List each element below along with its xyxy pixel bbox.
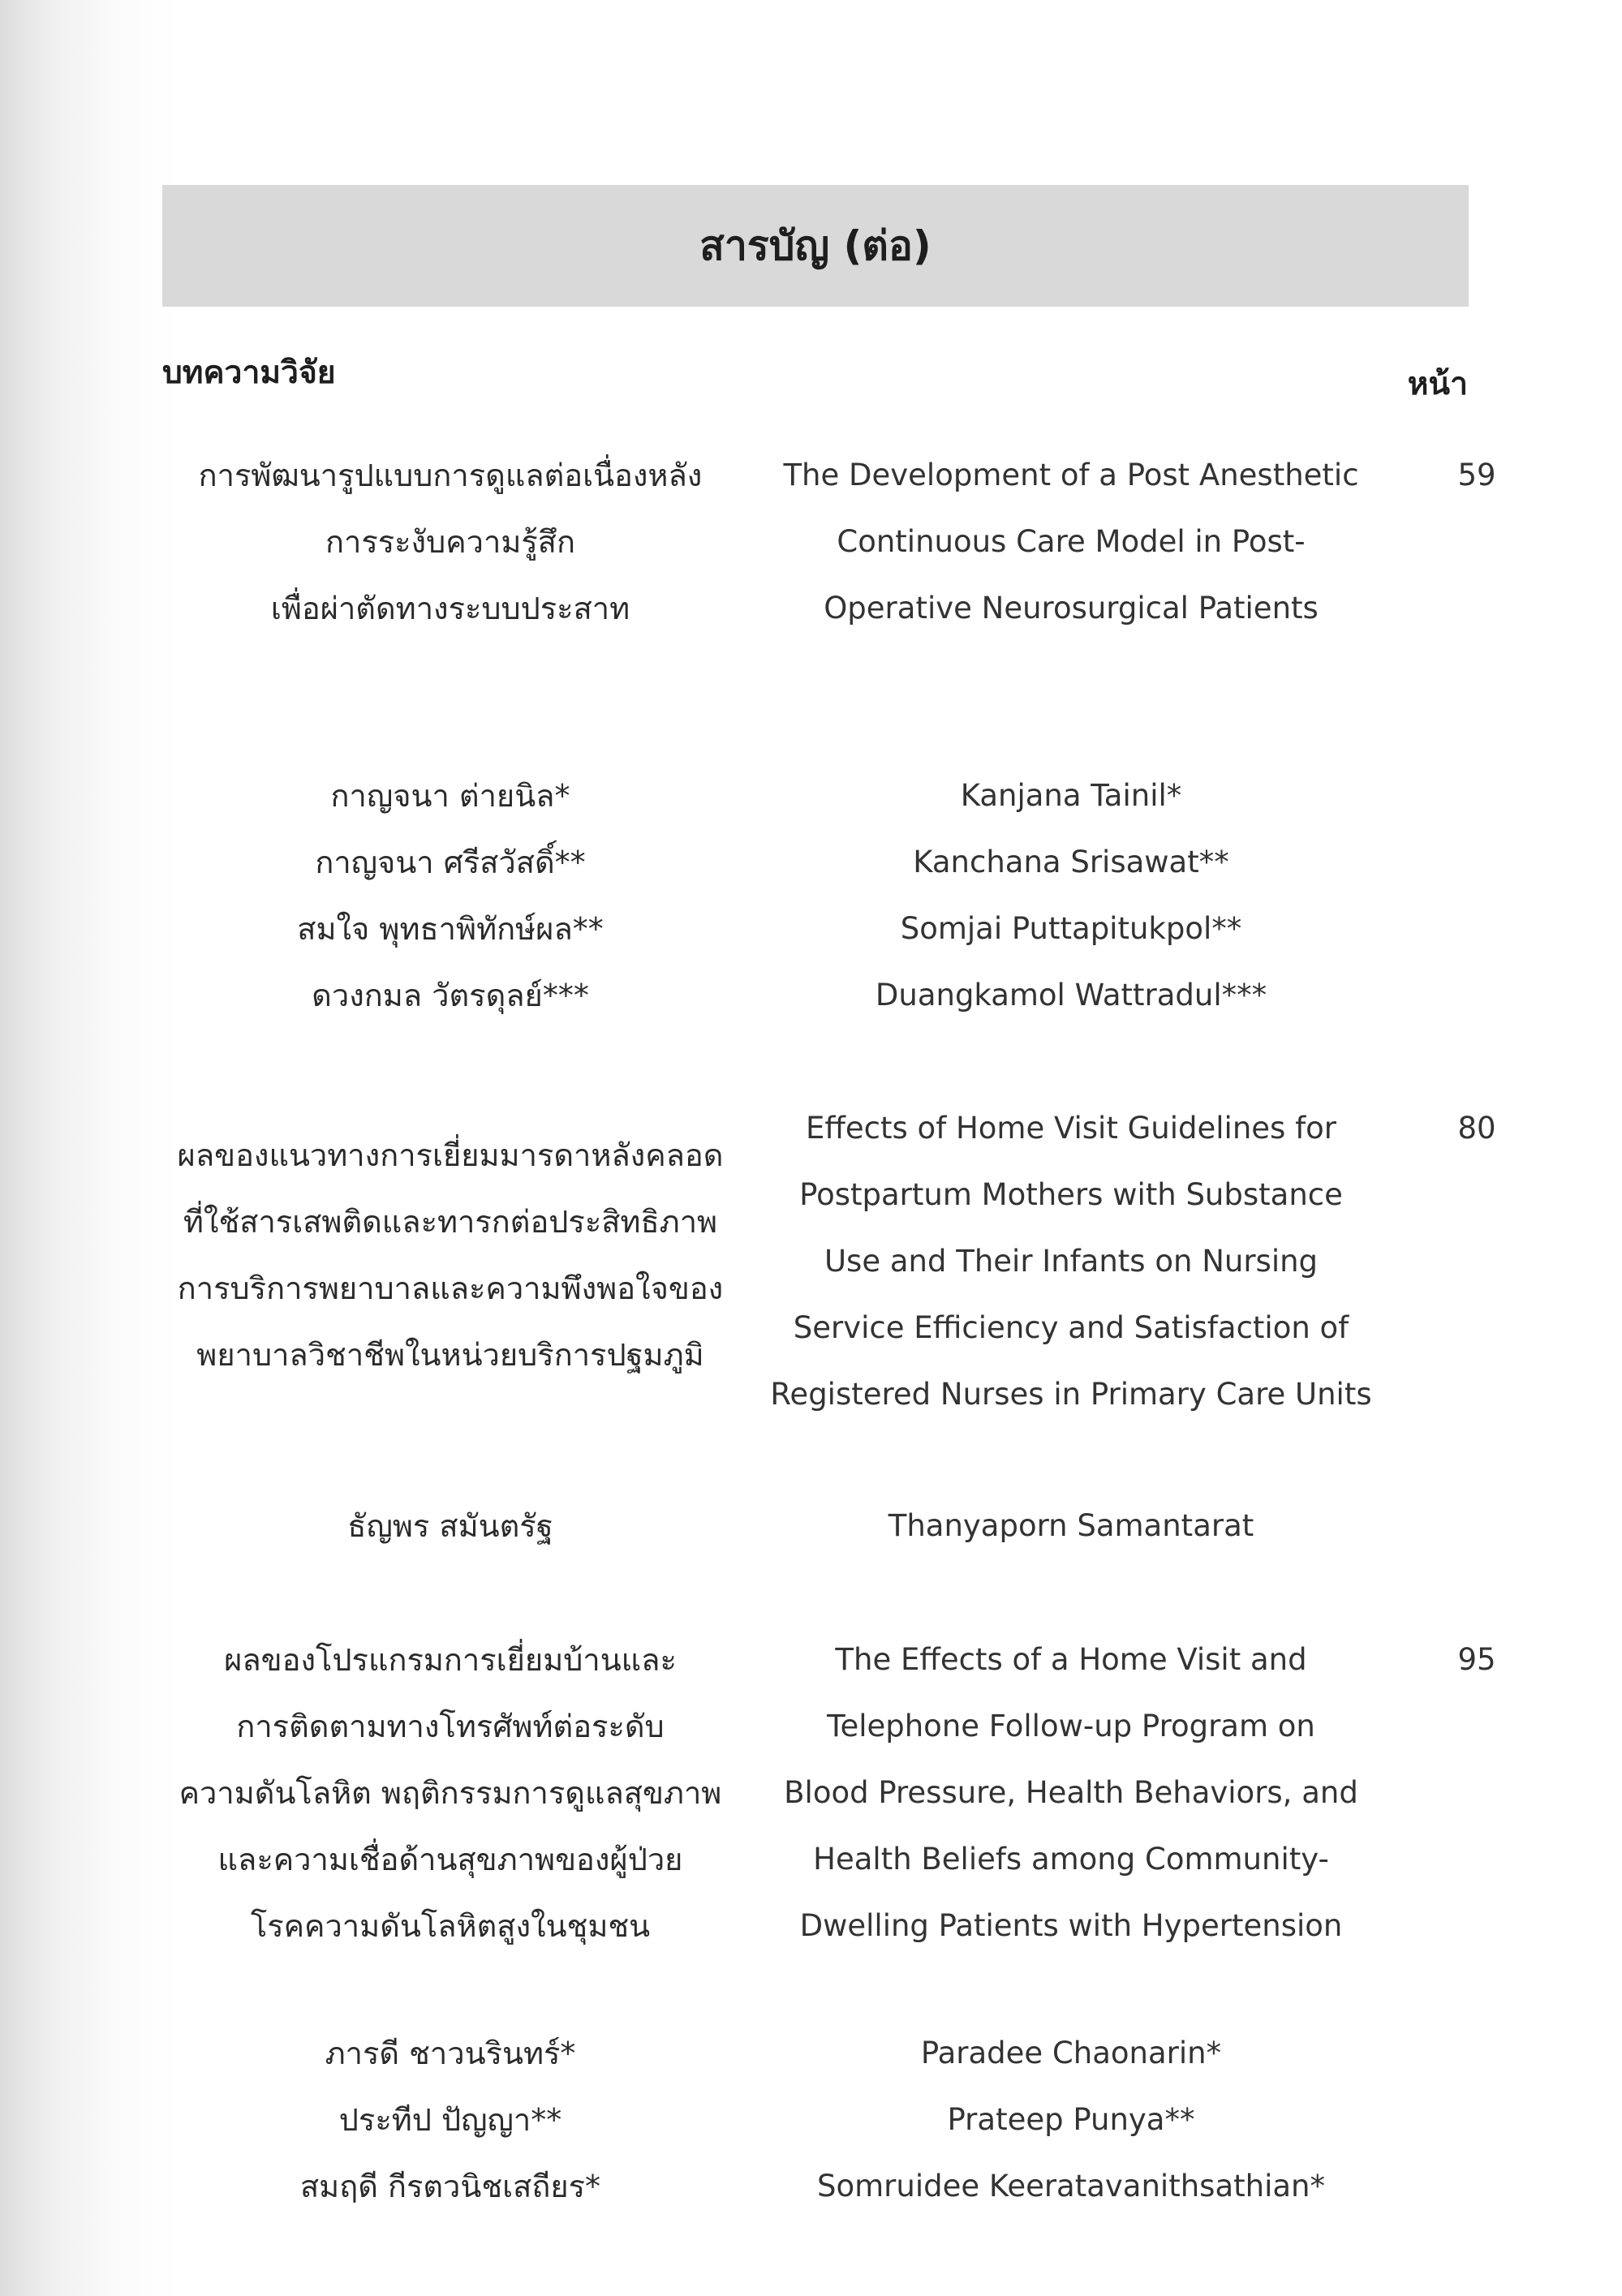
english-title-line: Blood Pressure, Health Behaviors, and — [784, 1775, 1358, 1810]
english-author: Thanyaporn Samantarat — [888, 1508, 1254, 1543]
article-2-thai-authors — [154, 1493, 746, 1559]
page-column-label: หน้า — [1407, 366, 1468, 402]
article-1-page-number: 59 — [1457, 458, 1496, 492]
english-title-line: Health Beliefs among Community- — [813, 1842, 1329, 1877]
article-3-english-title — [755, 1627, 1388, 1959]
article-2-english-authors — [755, 1493, 1388, 1559]
article-1-english-authors — [755, 763, 1388, 1029]
thai-title-line: ความดันโลหิต พฤติกรรมการดูแลสุขภาพ — [179, 1775, 722, 1811]
page-title: สารบัญ (ต่อ) — [699, 221, 931, 269]
thai-title-line: การบริการพยาบาลและความพึงพอใจของ — [177, 1271, 724, 1306]
thai-title-line: เพื่อผ่าตัดทางระบบประสาท — [270, 591, 630, 626]
article-3-english-authors — [755, 2020, 1388, 2220]
article-2-page-number: 80 — [1457, 1111, 1496, 1146]
english-author: Paradee Chaonarin* — [920, 2036, 1222, 2070]
article-3-thai-title — [154, 1627, 746, 1959]
article-2-english-title — [755, 1095, 1388, 1428]
thai-title-line: การติดตามทางโทรศัพท์ต่อระดับ — [236, 1709, 665, 1744]
thai-title-line: ผลของโปรแกรมการเยี่ยมบ้านและ — [224, 1642, 677, 1678]
thai-author: สมฤดี กีรตวนิชเสถียร* — [299, 2169, 601, 2204]
thai-author: ดวงกมล วัตรดุลย์*** — [312, 978, 589, 1013]
article-1-english-title — [755, 442, 1388, 642]
thai-title-line: การพัฒนารูปแบบการดูแลต่อเนื่องหลัง — [198, 458, 703, 493]
english-author: Somjai Puttapitukpol** — [900, 911, 1242, 946]
article-1-thai-authors — [154, 763, 746, 1029]
article-2-thai-title — [154, 1122, 746, 1388]
thai-title-line: การระงับความรู้สึก — [325, 524, 575, 560]
english-title-line: The Development of a Post Anesthetic — [783, 458, 1359, 492]
section-label: บทความวิจัย — [162, 355, 336, 391]
thai-author: กาญจนา ศรีสวัสดิ์** — [315, 845, 586, 880]
article-1-thai-title — [154, 442, 746, 642]
thai-author: สมใจ พุทธาพิทักษ์ผล** — [297, 911, 604, 947]
english-author: Kanchana Srisawat** — [913, 845, 1229, 879]
thai-author: ธัญพร สมันตรัฐ — [347, 1508, 553, 1544]
english-title-line: Telephone Follow-up Program on — [827, 1709, 1315, 1743]
english-title-line: The Effects of a Home Visit and — [835, 1642, 1307, 1677]
english-title-line: Continuous Care Model in Post- — [837, 524, 1306, 559]
english-title-line: Registered Nurses in Primary Care Units — [770, 1377, 1372, 1412]
english-author: Kanjana Tainil* — [960, 778, 1182, 813]
title-band — [162, 185, 1469, 307]
thai-author: ประทีป ปัญญา** — [338, 2102, 562, 2138]
thai-title-line: และความเชื่อด้านสุขภาพของผู้ป่วย — [217, 1842, 683, 1877]
english-title-line: Service Efficiency and Satisfaction of — [793, 1310, 1349, 1345]
english-title-line: Dwelling Patients with Hypertension — [799, 1908, 1343, 1943]
english-author: Prateep Punya** — [947, 2102, 1195, 2137]
thai-author: กาญจนา ต่ายนิล* — [330, 778, 570, 814]
english-author: Duangkamol Wattradul*** — [875, 978, 1267, 1013]
thai-title-line: ที่ใช้สารเสพติดและทารกต่อประสิทธิภาพ — [183, 1204, 718, 1240]
english-author: Somruidee Keeratavanithsathian* — [817, 2169, 1325, 2204]
thai-title-line: ผลของแนวทางการเยี่ยมมารดาหลังคลอด — [177, 1137, 724, 1173]
article-3-thai-authors — [154, 2020, 746, 2220]
article-3-page-number: 95 — [1457, 1642, 1496, 1677]
thai-title-line: พยาบาลวิชาชีพในหน่วยบริการปฐมภูมิ — [196, 1337, 704, 1373]
english-title-line: Effects of Home Visit Guidelines for — [806, 1111, 1336, 1146]
english-title-line: Operative Neurosurgical Patients — [824, 591, 1319, 626]
thai-title-line: โรคความดันโลหิตสูงในชุมชน — [250, 1908, 651, 1944]
english-title-line: Postpartum Mothers with Substance — [799, 1177, 1343, 1212]
english-title-line: Use and Their Infants on Nursing — [824, 1244, 1319, 1279]
thai-author: ภารดี ชาวนรินทร์* — [325, 2036, 576, 2071]
